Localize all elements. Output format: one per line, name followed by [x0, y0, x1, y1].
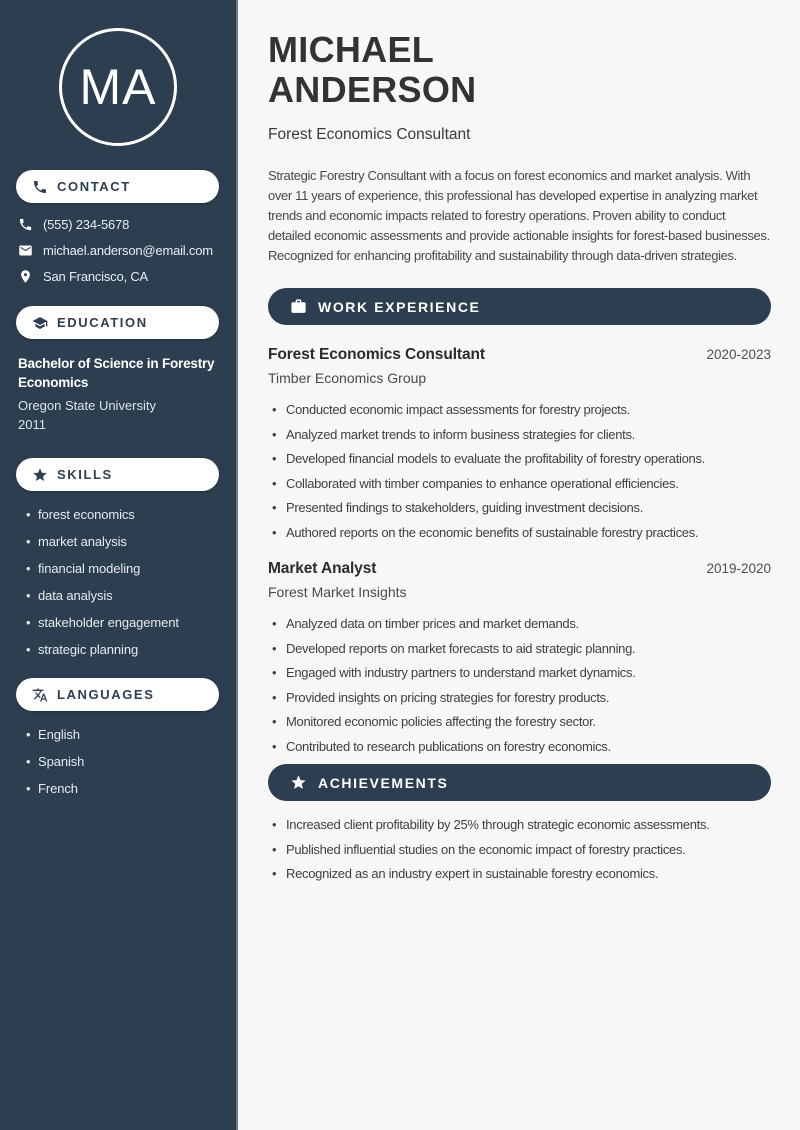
job-bullet: • Authored reports on the economic benefits of sustainable forestry practices. [272, 526, 771, 540]
job-entry [268, 560, 771, 753]
language-item: • Spanish [26, 754, 222, 769]
education-school: Oregon State University [18, 398, 157, 413]
location-text: San Francisco, CA [43, 269, 148, 284]
languages-section-title: LANGUAGES [57, 687, 155, 702]
avatar [59, 28, 177, 146]
job-bullet: • Developed reports on market forecasts to aid strategic planning. [272, 642, 771, 656]
job-bullet-list [272, 617, 771, 753]
star-icon [32, 467, 48, 483]
achievements-list [272, 818, 771, 881]
job-company: Timber Economics Group [268, 370, 427, 386]
star-icon [290, 774, 307, 791]
skill-item: • forest economics [26, 507, 222, 522]
achievement-bullet: • Published influential studies on the economic impact of forestry practices. [272, 843, 771, 857]
skills-section-title: SKILLS [57, 467, 113, 482]
contact-section-header [16, 170, 219, 203]
main-content [238, 0, 800, 1130]
location-icon [18, 269, 33, 284]
job-bullet: • Developed financial models to evaluate the profitability of forestry operations. [272, 452, 771, 466]
job-entry [268, 346, 771, 539]
contact-row-location [18, 269, 222, 284]
education-year: 2011 [18, 417, 46, 432]
education-section-header [16, 306, 219, 339]
job-company: Forest Market Insights [268, 584, 407, 600]
phone-icon [18, 217, 33, 232]
skill-item: • stakeholder engagement [26, 615, 222, 630]
job-bullet: • Collaborated with timber companies to enhance operational efficiencies. [272, 477, 771, 491]
contact-list [18, 217, 222, 284]
achievement-bullet: • Recognized as an industry expert in sustainable forestry economics. [272, 867, 771, 881]
skills-section-header [16, 458, 219, 491]
person-name-line2: ANDERSON [268, 69, 477, 110]
email-address: michael.anderson@email.com [43, 243, 213, 258]
contact-row-email [18, 243, 222, 258]
job-bullet-list [272, 403, 771, 539]
languages-section-header [16, 678, 219, 711]
contact-row-phone [18, 217, 222, 232]
email-icon [18, 243, 33, 258]
education-entry [18, 354, 220, 434]
summary-paragraph: Strategic Forestry Consultant with a focus on forest economics and market analysis. With over 11 years of experience, this professional has developed expertise in analyzing market trends and economic impacts related to forestry operations. Proven ability to conduct detailed economic assessments and provide actionable insights for forest-based businesses. Recognized for enhancing profitability and sustainability through data-driven strategies. [268, 168, 770, 263]
work-experience-section-title: WORK EXPERIENCE [318, 298, 481, 315]
skill-item: • market analysis [26, 534, 222, 549]
language-item: • English [26, 727, 222, 742]
translate-icon [32, 687, 48, 703]
job-bullet: • Engaged with industry partners to understand market dynamics. [272, 666, 771, 680]
skill-item: • data analysis [26, 588, 222, 603]
achievements-section-title: ACHIEVEMENTS [318, 774, 449, 791]
contact-section-title: CONTACT [57, 179, 131, 194]
graduation-cap-icon [32, 315, 48, 331]
job-header [268, 346, 771, 364]
languages-list [26, 727, 222, 796]
job-bullet: • Conducted economic impact assessments for forestry projects. [272, 403, 771, 417]
job-title: Forest Economics Consultant [268, 346, 485, 363]
person-job-title: Forest Economics Consultant [268, 126, 471, 143]
job-title: Market Analyst [268, 560, 377, 577]
person-name [268, 30, 771, 110]
language-item: • French [26, 781, 222, 796]
person-name-line1: MICHAEL [268, 29, 435, 70]
education-degree: Bachelor of Science in Forestry Economics [18, 356, 215, 390]
job-bullet: • Analyzed data on timber prices and market demands. [272, 617, 771, 631]
job-bullet: • Contributed to research publications on forestry economics. [272, 740, 771, 754]
achievement-bullet: • Increased client profitability by 25% through strategic economic assessments. [272, 818, 771, 832]
job-bullet: • Presented findings to stakeholders, guiding investment decisions. [272, 501, 771, 515]
job-bullet: • Analyzed market trends to inform business strategies for clients. [272, 428, 771, 442]
skill-item: • financial modeling [26, 561, 222, 576]
job-dates: 2020-2023 [706, 347, 771, 362]
avatar-initials: MA [79, 59, 157, 115]
education-section-title: EDUCATION [57, 315, 148, 330]
job-header [268, 560, 771, 578]
skills-list [26, 507, 222, 657]
work-experience-section-header [268, 288, 771, 325]
phone-icon [32, 179, 48, 195]
job-bullet: • Monitored economic policies affecting the forestry sector. [272, 715, 771, 729]
phone-number: (555) 234-5678 [43, 217, 130, 232]
skill-item: • strategic planning [26, 642, 222, 657]
achievements-section-header [268, 764, 771, 801]
briefcase-icon [290, 298, 307, 315]
job-bullet: • Provided insights on pricing strategies for forestry products. [272, 691, 771, 705]
job-dates: 2019-2020 [706, 561, 771, 576]
sidebar [0, 0, 238, 1130]
